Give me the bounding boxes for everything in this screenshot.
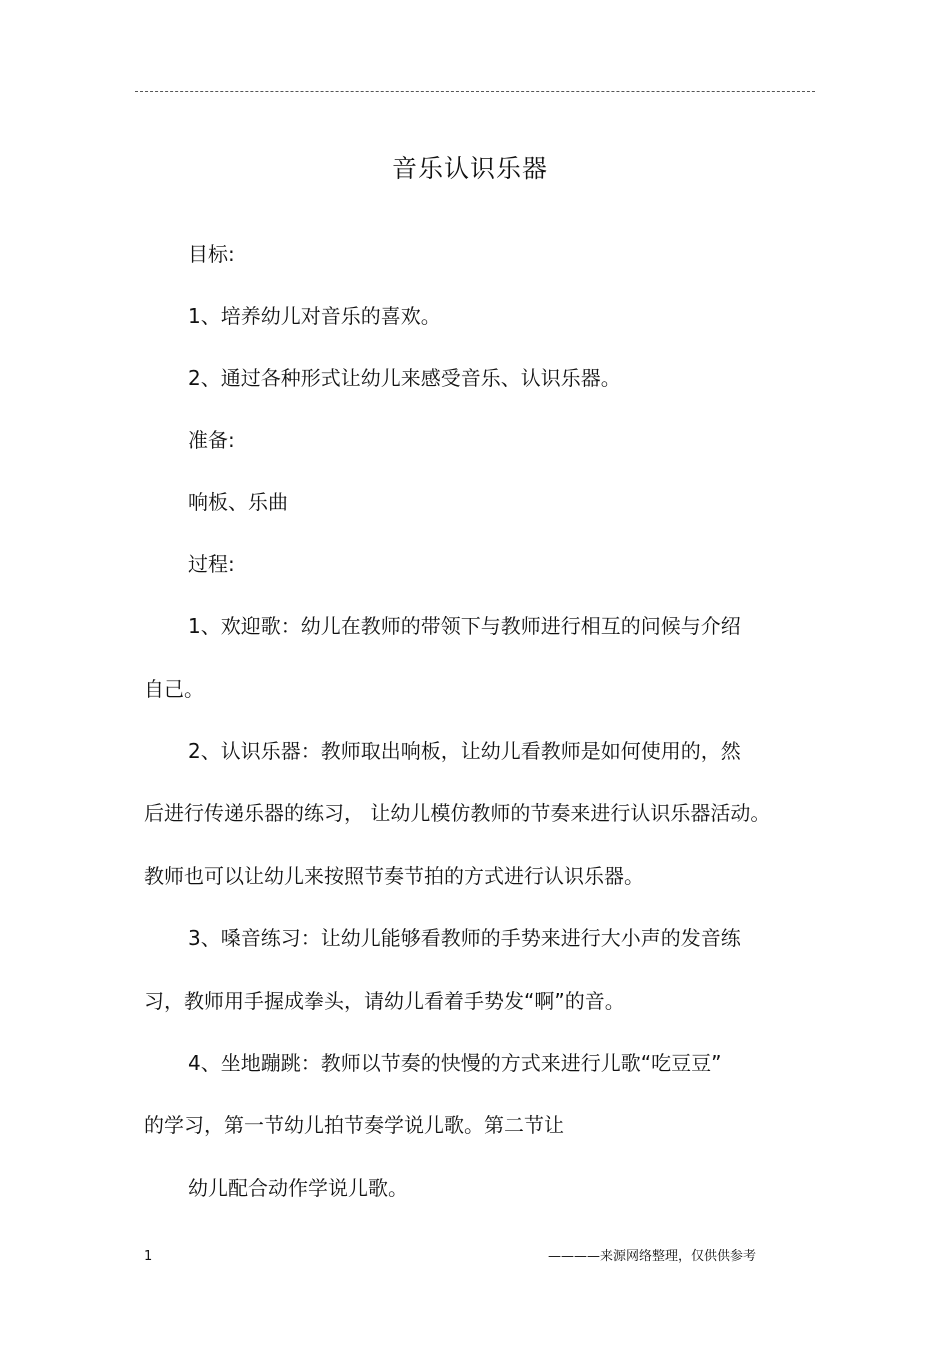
goal-item-1: 1、培养幼儿对音乐的喜欢。 <box>188 304 441 328</box>
process-step-3-line-2: 习，教师用手握成拳头，请幼儿看着手势发“啊”的音。 <box>144 989 625 1013</box>
section-heading-goals: 目标: <box>188 242 235 266</box>
top-dashed-rule <box>135 91 815 92</box>
preparation-materials: 响板、乐曲 <box>188 490 288 514</box>
process-step-2-line-1: 2、认识乐器：教师取出响板，让幼儿看教师是如何使用的，然 <box>188 739 741 763</box>
page-number: 1 <box>144 1249 153 1264</box>
document-title: 音乐认识乐器 <box>391 154 548 183</box>
goal-item-2: 2、通过各种形式让幼儿来感受音乐、认识乐器。 <box>188 366 621 390</box>
process-step-3-line-1: 3、嗓音练习：让幼儿能够看教师的手势来进行大小声的发音练 <box>188 926 741 950</box>
section-heading-preparation: 准备: <box>188 428 235 452</box>
process-step-2-line-3: 教师也可以让幼儿来按照节奏节拍的方式进行认识乐器。 <box>144 864 644 888</box>
process-step-2-line-2: 后进行传递乐器的练习， 让幼儿模仿教师的节奏来进行认识乐器活动。 <box>144 801 771 825</box>
process-step-4-line-3: 幼儿配合动作学说儿歌。 <box>188 1176 408 1200</box>
process-step-1-line-1: 1、欢迎歌：幼儿在教师的带领下与教师进行相互的问候与介绍 <box>188 614 741 638</box>
section-heading-process: 过程: <box>188 552 235 576</box>
footer-source-note: ————来源网络整理，仅供供参考 <box>548 1249 757 1264</box>
process-step-4-line-1: 4、坐地蹦跳：教师以节奏的快慢的方式来进行儿歌“吃豆豆” <box>188 1051 722 1075</box>
process-step-1-line-2: 自己。 <box>144 677 204 701</box>
process-step-4-line-2: 的学习，第一节幼儿拍节奏学说儿歌。第二节让 <box>144 1113 564 1137</box>
